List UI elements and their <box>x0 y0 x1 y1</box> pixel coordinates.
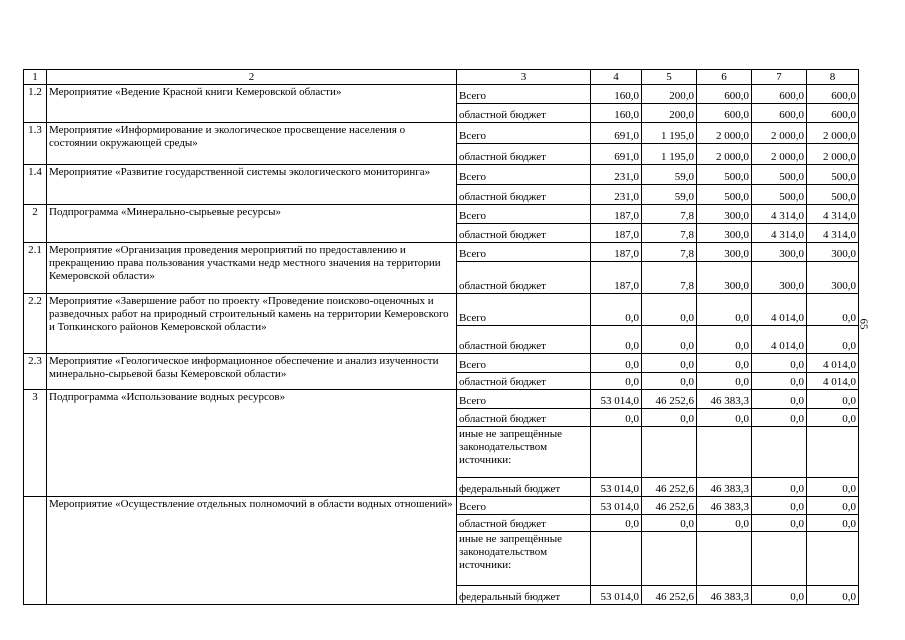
value-cell: 300,0 <box>697 224 752 243</box>
value-cell: 187,0 <box>591 243 642 262</box>
value-cell <box>697 427 752 478</box>
value-cell: 0,0 <box>807 390 859 409</box>
value-cell: 500,0 <box>752 185 807 205</box>
funding-source: областной бюджет <box>457 144 591 165</box>
value-cell: 53 014,0 <box>591 586 642 605</box>
value-cell: 0,0 <box>807 326 859 354</box>
value-cell: 4 014,0 <box>752 326 807 354</box>
funding-source: иные не запрещённые законодательством источники: <box>457 427 591 478</box>
table-row <box>24 294 859 326</box>
funding-source: Всего <box>457 354 591 373</box>
value-cell: 200,0 <box>642 104 697 123</box>
value-cell: 0,0 <box>642 515 697 532</box>
value-cell: 4 314,0 <box>752 205 807 224</box>
value-cell: 4 314,0 <box>752 224 807 243</box>
value-cell: 59,0 <box>642 165 697 185</box>
row-title: Мероприятие «Геологическое информационное обеспечение и анализ изученности минерально-сырьевой базы Кемеровской области» <box>47 354 457 390</box>
value-cell: 300,0 <box>697 205 752 224</box>
value-cell: 2 000,0 <box>807 123 859 144</box>
table-row <box>24 497 859 515</box>
value-cell <box>807 427 859 478</box>
funding-source: Всего <box>457 123 591 144</box>
value-cell <box>752 427 807 478</box>
value-cell: 53 014,0 <box>591 390 642 409</box>
row-number: 1.4 <box>24 165 47 205</box>
funding-source: областной бюджет <box>457 104 591 123</box>
value-cell: 46 252,6 <box>642 497 697 515</box>
table-row <box>24 123 859 144</box>
value-cell: 0,0 <box>807 497 859 515</box>
value-cell: 300,0 <box>697 243 752 262</box>
value-cell: 0,0 <box>752 497 807 515</box>
value-cell: 0,0 <box>642 326 697 354</box>
value-cell: 46 383,3 <box>697 478 752 497</box>
value-cell: 0,0 <box>752 390 807 409</box>
header-cell: 5 <box>642 70 697 85</box>
value-cell: 59,0 <box>642 185 697 205</box>
funding-source: областной бюджет <box>457 515 591 532</box>
table-row <box>24 165 859 185</box>
value-cell: 0,0 <box>591 326 642 354</box>
header-cell: 8 <box>807 70 859 85</box>
value-cell: 0,0 <box>642 409 697 427</box>
funding-source: Всего <box>457 294 591 326</box>
value-cell: 500,0 <box>697 185 752 205</box>
value-cell: 4 014,0 <box>807 354 859 373</box>
value-cell: 0,0 <box>752 373 807 390</box>
value-cell: 2 000,0 <box>807 144 859 165</box>
header-cell: 1 <box>24 70 47 85</box>
funding-source: Всего <box>457 165 591 185</box>
table-header-row <box>24 70 859 85</box>
value-cell: 300,0 <box>807 243 859 262</box>
table-row <box>24 243 859 262</box>
table-row <box>24 85 859 104</box>
value-cell: 187,0 <box>591 205 642 224</box>
value-cell: 231,0 <box>591 165 642 185</box>
value-cell <box>591 532 642 586</box>
value-cell: 500,0 <box>807 165 859 185</box>
value-cell: 0,0 <box>807 478 859 497</box>
table-row <box>24 390 859 409</box>
funding-source: областной бюджет <box>457 224 591 243</box>
value-cell: 46 383,3 <box>697 497 752 515</box>
row-number: 1.2 <box>24 85 47 123</box>
value-cell: 691,0 <box>591 123 642 144</box>
funding-source: Всего <box>457 243 591 262</box>
funding-source: областной бюджет <box>457 373 591 390</box>
funding-source: иные не запрещённые законодательством источники: <box>457 532 591 586</box>
budget-table <box>23 69 859 605</box>
value-cell: 300,0 <box>807 262 859 294</box>
value-cell <box>697 532 752 586</box>
row-number: 1.3 <box>24 123 47 165</box>
funding-source: федеральный бюджет <box>457 586 591 605</box>
value-cell: 0,0 <box>807 515 859 532</box>
value-cell: 0,0 <box>697 354 752 373</box>
value-cell: 0,0 <box>752 515 807 532</box>
value-cell: 2 000,0 <box>697 123 752 144</box>
value-cell: 300,0 <box>752 262 807 294</box>
value-cell: 46 252,6 <box>642 390 697 409</box>
value-cell: 160,0 <box>591 104 642 123</box>
value-cell: 0,0 <box>697 373 752 390</box>
funding-source: Всего <box>457 390 591 409</box>
value-cell: 46 252,6 <box>642 586 697 605</box>
value-cell: 500,0 <box>697 165 752 185</box>
row-number <box>24 497 47 605</box>
value-cell: 4 014,0 <box>807 373 859 390</box>
header-cell: 2 <box>47 70 457 85</box>
value-cell: 7,8 <box>642 243 697 262</box>
value-cell <box>591 427 642 478</box>
row-title: Мероприятие «Развитие государственной системы экологического мониторинга» <box>47 165 457 205</box>
value-cell: 7,8 <box>642 205 697 224</box>
value-cell: 500,0 <box>807 185 859 205</box>
funding-source: областной бюджет <box>457 326 591 354</box>
value-cell: 0,0 <box>752 478 807 497</box>
value-cell: 200,0 <box>642 85 697 104</box>
row-number: 2.2 <box>24 294 47 354</box>
value-cell: 4 314,0 <box>807 224 859 243</box>
value-cell: 231,0 <box>591 185 642 205</box>
funding-source: областной бюджет <box>457 262 591 294</box>
header-cell: 4 <box>591 70 642 85</box>
value-cell: 691,0 <box>591 144 642 165</box>
value-cell: 0,0 <box>697 409 752 427</box>
value-cell: 1 195,0 <box>642 144 697 165</box>
value-cell: 4 014,0 <box>752 294 807 326</box>
value-cell: 600,0 <box>697 85 752 104</box>
value-cell: 0,0 <box>697 294 752 326</box>
value-cell: 0,0 <box>591 373 642 390</box>
row-title: Мероприятие «Завершение работ по проекту «Проведение поисково-оценочных и разведочных работ на природный строительный камень на территории Кемеровского и Топкинского районов Кемеровской области» <box>47 294 457 354</box>
table-body <box>24 70 859 605</box>
value-cell: 2 000,0 <box>697 144 752 165</box>
value-cell: 2 000,0 <box>752 123 807 144</box>
value-cell: 0,0 <box>752 354 807 373</box>
value-cell: 2 000,0 <box>752 144 807 165</box>
table-row <box>24 205 859 224</box>
value-cell: 300,0 <box>752 243 807 262</box>
value-cell: 0,0 <box>591 409 642 427</box>
value-cell: 187,0 <box>591 262 642 294</box>
value-cell: 160,0 <box>591 85 642 104</box>
row-title: Мероприятие «Ведение Красной книги Кемеровской области» <box>47 85 457 123</box>
row-title: Мероприятие «Организация проведения мероприятий по предоставлению и прекращению права пользования участками недр местного значения на территории Кемеровской области» <box>47 243 457 294</box>
value-cell: 46 252,6 <box>642 478 697 497</box>
value-cell: 0,0 <box>697 326 752 354</box>
funding-source: Всего <box>457 85 591 104</box>
value-cell: 0,0 <box>642 373 697 390</box>
value-cell: 187,0 <box>591 224 642 243</box>
value-cell: 300,0 <box>697 262 752 294</box>
row-number: 2 <box>24 205 47 243</box>
funding-source: областной бюджет <box>457 409 591 427</box>
value-cell: 7,8 <box>642 262 697 294</box>
value-cell: 53 014,0 <box>591 497 642 515</box>
value-cell: 4 314,0 <box>807 205 859 224</box>
value-cell: 0,0 <box>642 294 697 326</box>
row-number: 2.3 <box>24 354 47 390</box>
value-cell: 46 383,3 <box>697 390 752 409</box>
row-title: Подпрограмма «Использование водных ресурсов» <box>47 390 457 497</box>
row-number: 3 <box>24 390 47 497</box>
value-cell: 600,0 <box>752 85 807 104</box>
header-cell: 7 <box>752 70 807 85</box>
row-number: 2.1 <box>24 243 47 294</box>
value-cell: 0,0 <box>591 515 642 532</box>
value-cell: 0,0 <box>697 515 752 532</box>
value-cell: 1 195,0 <box>642 123 697 144</box>
value-cell: 0,0 <box>807 409 859 427</box>
value-cell <box>642 532 697 586</box>
header-cell: 3 <box>457 70 591 85</box>
value-cell: 46 383,3 <box>697 586 752 605</box>
value-cell: 600,0 <box>807 104 859 123</box>
value-cell: 600,0 <box>752 104 807 123</box>
value-cell <box>807 532 859 586</box>
funding-source: федеральный бюджет <box>457 478 591 497</box>
row-title: Мероприятие «Информирование и экологическое просвещение населения о состоянии окружающей среды» <box>47 123 457 165</box>
value-cell: 0,0 <box>807 294 859 326</box>
header-cell: 6 <box>697 70 752 85</box>
value-cell: 0,0 <box>591 294 642 326</box>
value-cell: 7,8 <box>642 224 697 243</box>
value-cell: 53 014,0 <box>591 478 642 497</box>
funding-source: Всего <box>457 497 591 515</box>
value-cell: 0,0 <box>752 586 807 605</box>
value-cell: 0,0 <box>752 409 807 427</box>
value-cell <box>752 532 807 586</box>
value-cell: 600,0 <box>697 104 752 123</box>
page-number: 65 <box>857 318 870 330</box>
value-cell: 0,0 <box>591 354 642 373</box>
value-cell: 600,0 <box>807 85 859 104</box>
value-cell <box>642 427 697 478</box>
table-row <box>24 354 859 373</box>
value-cell: 0,0 <box>642 354 697 373</box>
funding-source: областной бюджет <box>457 185 591 205</box>
funding-source: Всего <box>457 205 591 224</box>
row-title: Мероприятие «Осуществление отдельных полномочий в области водных отношений» <box>47 497 457 605</box>
row-title: Подпрограмма «Минерально-сырьевые ресурсы» <box>47 205 457 243</box>
value-cell: 500,0 <box>752 165 807 185</box>
value-cell: 0,0 <box>807 586 859 605</box>
